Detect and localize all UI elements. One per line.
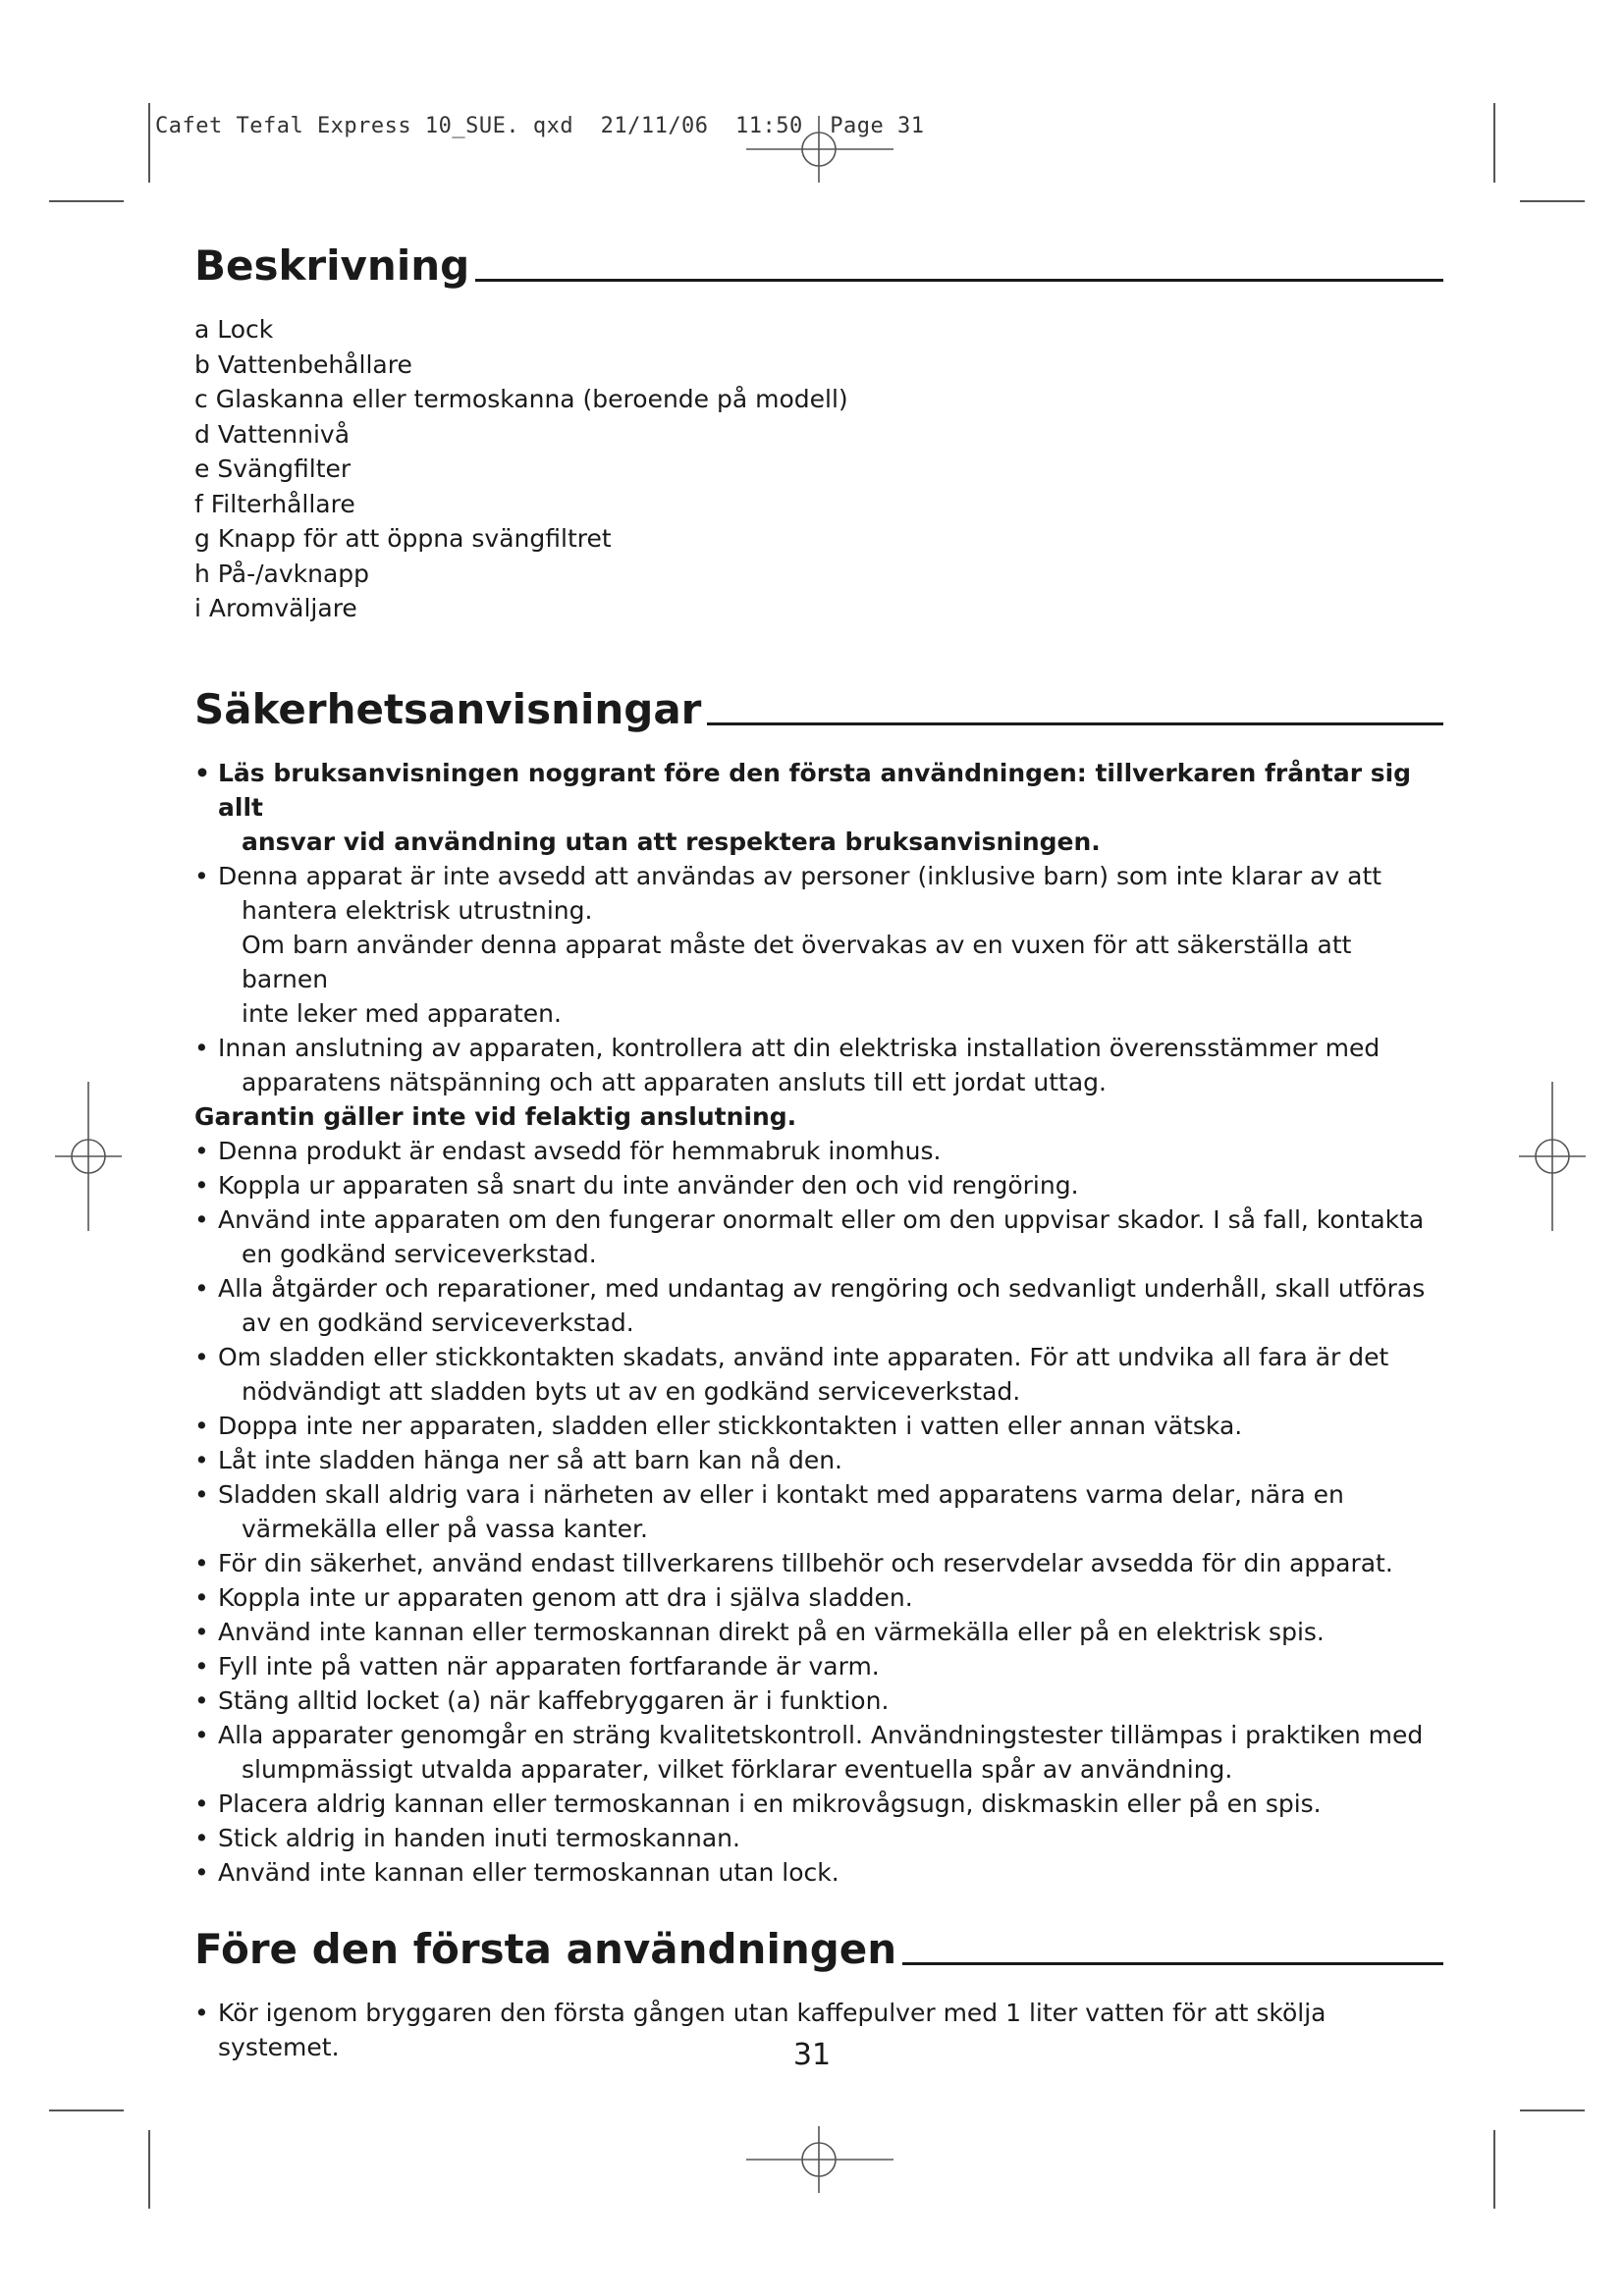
item-line: ansvar vid användning utan att respektera bruksanvisningen. (242, 827, 1101, 856)
parts-list (194, 312, 1443, 626)
heading-fore-forsta-anvandningen: Före den första användningen (194, 1924, 897, 1973)
page-number: 31 (792, 2038, 832, 2072)
part-item: i Aromväljare (194, 594, 357, 623)
part-item: b Vattenbehållare (194, 349, 412, 379)
item-line: Alla apparater genomgår en sträng kvalitetskontroll. Användningstester tillämpas i praktiken med (218, 1720, 1424, 1749)
item-line: Använd inte apparaten om den fungerar onormalt eller om den uppvisar skador. I så fall, kontakta (218, 1204, 1425, 1234)
safety-item (194, 1409, 1443, 1443)
item-line: hantera elektrisk utrustning. (242, 895, 593, 925)
item-line: nödvändigt att sladden byts ut av en godkänd serviceverkstad. (242, 1376, 1021, 1406)
safety-item (194, 1821, 1443, 1855)
item-line: värmekälla eller på vassa kanter. (242, 1514, 648, 1543)
part-item: h På-/avknapp (194, 559, 370, 588)
item-line: Doppa inte ner apparaten, sladden eller stickkontakten i vatten eller annan vätska. (218, 1411, 1243, 1440)
item-line: Alla åtgärder och reparationer, med undantag av rengöring och sedvanligt underhåll, skall utföras (218, 1273, 1426, 1303)
safety-item (194, 1546, 1443, 1580)
section-beskrivning (194, 243, 1443, 626)
item-line: Stäng alltid locket (a) när kaffebryggaren är i funktion. (218, 1685, 890, 1715)
item-line: Om sladden eller stickkontakten skadats, använd inte apparaten. För att undvika all fara är det (218, 1342, 1389, 1371)
safety-item (194, 1340, 1443, 1409)
item-line: Stick aldrig in handen inuti termoskannan. (218, 1823, 740, 1852)
safety-item (194, 1031, 1443, 1099)
section-heading (194, 684, 1443, 733)
item-line: Fyll inte på vatten när apparaten fortfarande är varm. (218, 1651, 880, 1681)
safety-item (194, 756, 1443, 859)
item-line: Låt inte sladden hänga ner så att barn kan nå den. (218, 1445, 842, 1474)
item-line: en godkänd serviceverkstad. (242, 1239, 597, 1268)
part-item: d Vattennivå (194, 419, 351, 449)
safety-item (194, 1580, 1443, 1615)
registration-mark-right (1519, 1082, 1586, 1231)
item-line: Läs bruksanvisningen noggrant före den första användningen: tillverkaren fråntar sig allt (218, 758, 1412, 822)
safety-item (194, 1855, 1443, 1890)
part-item: g Knapp för att öppna svängfiltret (194, 524, 612, 554)
heading-rule (707, 722, 1443, 725)
item-line: Denna apparat är inte avsedd att användas av personer (inklusive barn) som inte klarar av att (218, 861, 1382, 890)
part-item: c Glaskanna eller termoskanna (beroende på modell) (194, 385, 848, 414)
safety-item (194, 1168, 1443, 1202)
heading-rule (475, 279, 1443, 282)
safety-item (194, 1683, 1443, 1718)
safety-item (194, 1202, 1443, 1271)
safety-item (194, 1615, 1443, 1649)
item-line: apparatens nätspänning och att apparaten ansluts till ett jordat uttag. (242, 1067, 1107, 1096)
safety-item (194, 1718, 1443, 1787)
item-line: Innan anslutning av apparaten, kontrollera att din elektriska installation överensstämmer med (218, 1033, 1380, 1062)
safety-item (194, 1477, 1443, 1546)
safety-item (194, 859, 1443, 1031)
heading-rule (902, 1962, 1443, 1965)
item-line: Använd inte kannan eller termoskannan direkt på en värmekälla eller på en elektrisk spis. (218, 1617, 1325, 1646)
print-slug: Cafet Tefal Express 10_SUE. qxd 21/11/06 11:50 Page 31 (155, 114, 925, 138)
registration-mark-left (55, 1082, 122, 1231)
item-line: Denna produkt är endast avsedd för hemmabruk inomhus. (218, 1136, 942, 1165)
section-heading (194, 1924, 1443, 1973)
section-sakerhetsanvisningar (194, 684, 1443, 1890)
safety-item (194, 1787, 1443, 1821)
item-line: slumpmässigt utvalda apparater, vilket förklarar eventuella spår av användning. (242, 1754, 1233, 1784)
item-line: Om barn använder denna apparat måste det övervakas av en vuxen för att säkerställa att barnen (242, 930, 1352, 993)
item-line: Placera aldrig kannan eller termoskannan i en mikrovågsugn, diskmaskin eller på en spis. (218, 1789, 1322, 1818)
item-line: Garantin gäller inte vid felaktig anslutning. (194, 1101, 797, 1131)
heading-sakerhetsanvisningar: Säkerhetsanvisningar (194, 684, 702, 733)
registration-mark-bottom (746, 2126, 893, 2193)
item-line: av en godkänd serviceverkstad. (242, 1308, 634, 1337)
safety-item (194, 1443, 1443, 1477)
item-line: inte leker med apparaten. (242, 998, 562, 1028)
item-line: Använd inte kannan eller termoskannan utan lock. (218, 1857, 839, 1887)
part-item: e Svängfilter (194, 454, 352, 484)
safety-item (194, 1649, 1443, 1683)
item-line: Koppla ur apparaten så snart du inte använder den och vid rengöring. (218, 1170, 1079, 1200)
section-heading (194, 243, 1443, 289)
safety-item (194, 1271, 1443, 1340)
safety-item (194, 1134, 1443, 1168)
item-line: För din säkerhet, använd endast tillverkarens tillbehör och reservdelar avsedda för din apparat. (218, 1548, 1393, 1577)
heading-beskrivning: Beskrivning (194, 241, 470, 290)
page-content (194, 243, 1443, 2064)
item-line: Sladden skall aldrig vara i närheten av eller i kontakt med apparatens varma delar, nära en (218, 1479, 1344, 1509)
item-line: Koppla inte ur apparaten genom att dra i själva sladden. (218, 1582, 913, 1612)
part-item: f Filterhållare (194, 489, 355, 518)
safety-list (194, 756, 1443, 1890)
item-line: Kör igenom bryggaren den första gången utan kaffepulver med 1 liter vatten för att skölja systemet. (218, 1999, 1326, 2062)
part-item: a Lock (194, 315, 274, 345)
warranty-note (194, 1099, 1443, 1134)
